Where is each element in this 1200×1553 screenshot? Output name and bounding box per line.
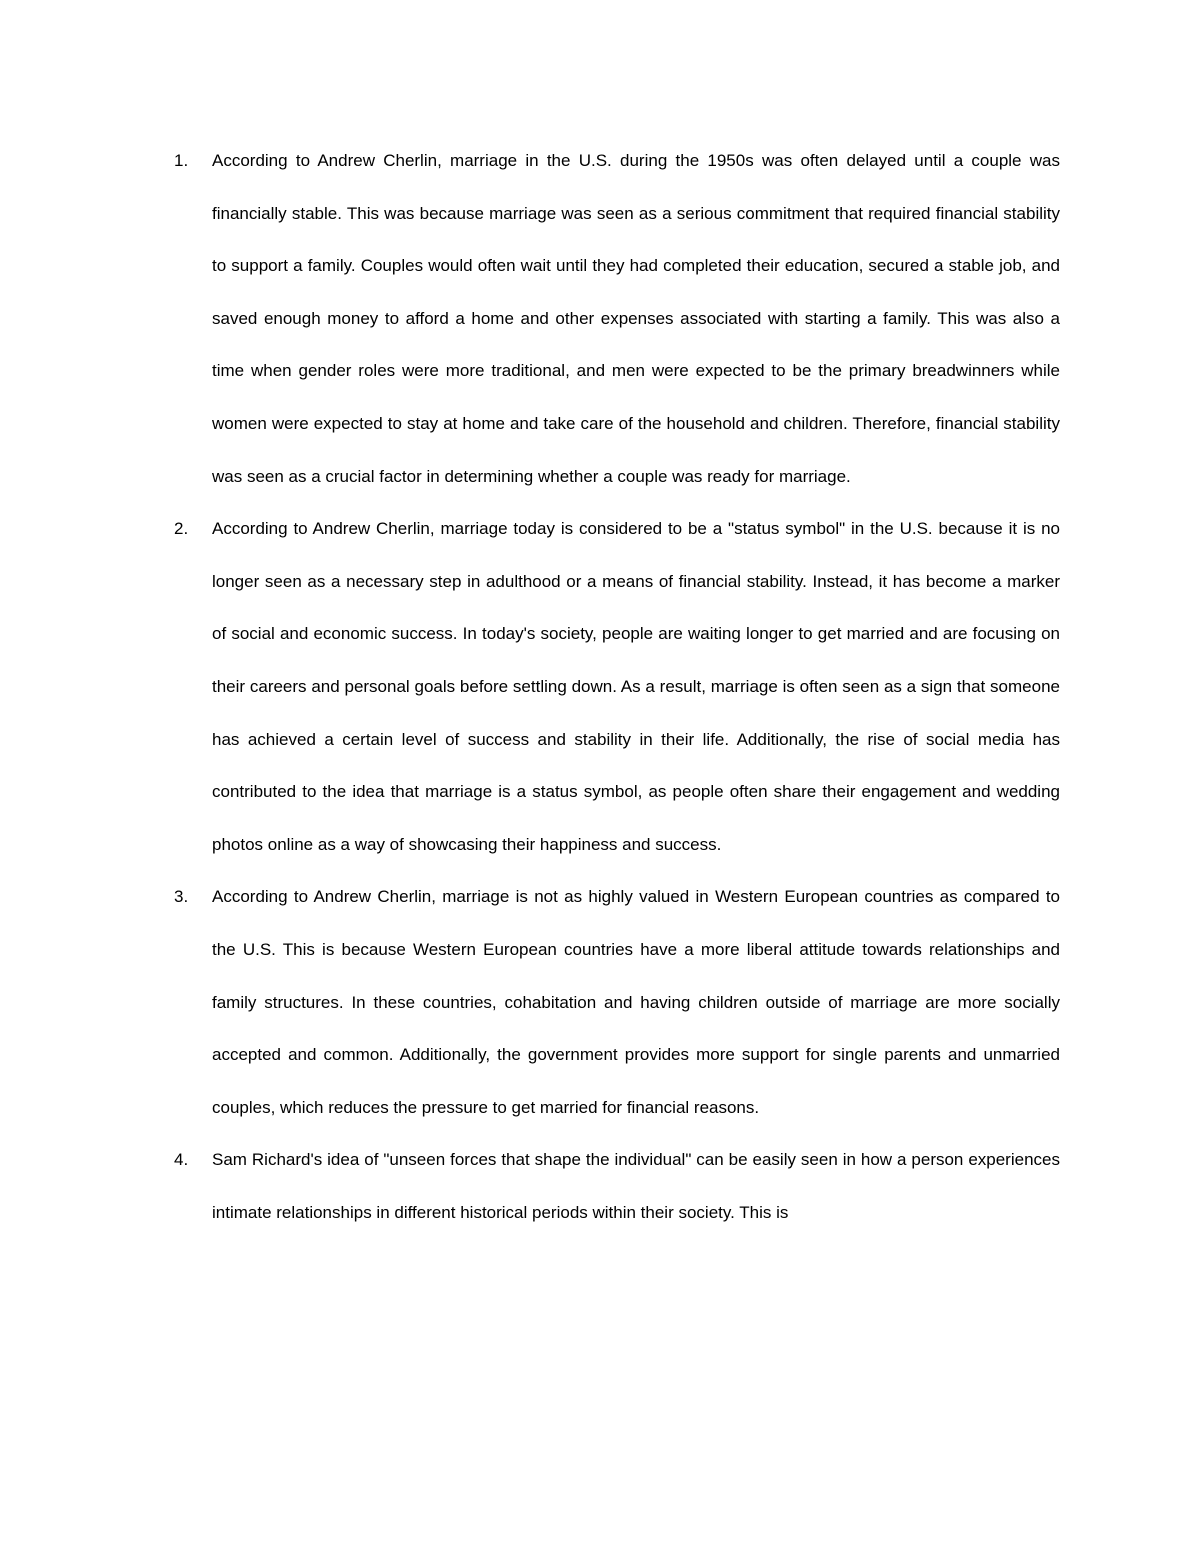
numbered-list bbox=[160, 135, 1060, 1239]
list-number: 1. bbox=[174, 151, 189, 170]
list-item bbox=[160, 1134, 1060, 1239]
paragraph: Sam Richard's idea of "unseen forces that shape the individual" can be easily seen in how a person experiences intimate relationships in different historical periods within their society. This is bbox=[212, 1150, 1060, 1222]
list-number: 4. bbox=[174, 1150, 189, 1170]
paragraph: According to Andrew Cherlin, marriage today is considered to be a "status symbol" in the U.S. because it is no longer seen as a necessary step in adulthood or a means of financial stability. Instead, it has become a marker of social and economic success. In today's society, people are waiting longer to get married and are focusing on their careers and personal goals before settling down. As a result, marriage is often seen as a sign that someone has achieved a certain level of success and stability in their life. Additionally, the rise of social media has contributed to the idea that marriage is a status symbol, as people often share their engagement and wedding photos online as a way of showcasing their happiness and success. bbox=[212, 519, 1060, 854]
list-number: 2. bbox=[174, 519, 189, 539]
paragraph: According to Andrew Cherlin, marriage in the U.S. during the 1950s was often delayed until a couple was financially stable. This was because marriage was seen as a serious commitment that required financial stability to support a family. Couples would often wait until they had completed their education, secured a stable job, and saved enough money to afford a home and other expenses associated with starting a family. This was also a time when gender roles were more traditional, and men were expected to be the primary breadwinners while women were expected to stay at home and take care of the household and children. Therefore, financial stability was seen as a crucial factor in determining whether a couple was ready for marriage. bbox=[212, 151, 1060, 486]
paragraph: According to Andrew Cherlin, marriage is not as highly valued in Western European countries as compared to the U.S. This is because Western European countries have a more liberal attitude towards relationships and family structures. In these countries, cohabitation and having children outside of marriage are more socially accepted and common. Additionally, the government provides more support for single parents and unmarried couples, which reduces the pressure to get married for financial reasons. bbox=[212, 887, 1060, 1117]
list-number: 3. bbox=[174, 887, 189, 907]
list-item bbox=[160, 503, 1060, 871]
list-item bbox=[160, 135, 1060, 503]
list-item bbox=[160, 871, 1060, 1134]
